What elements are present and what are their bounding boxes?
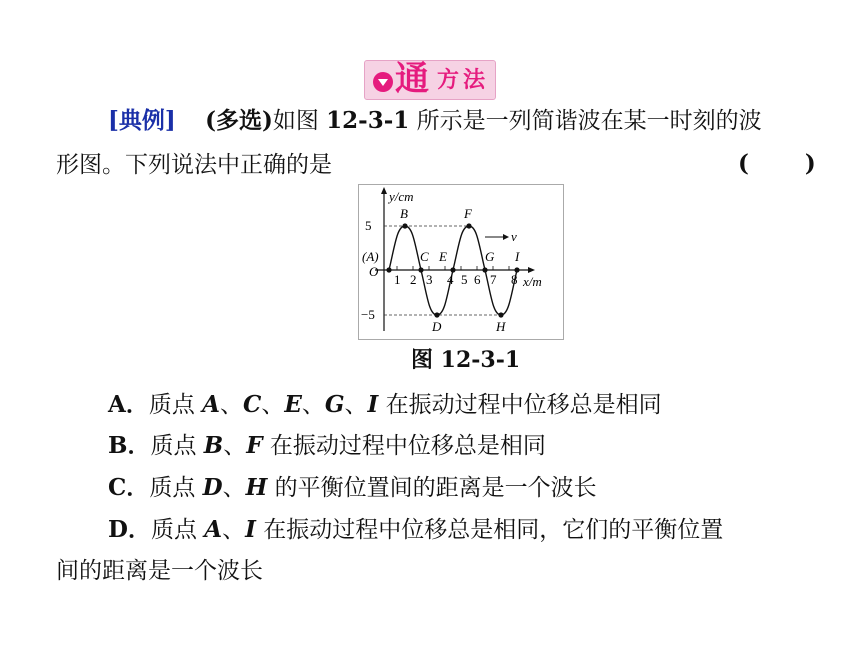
x-tick-3: 3 <box>426 272 433 287</box>
label-d: D <box>432 319 442 334</box>
badge-big-char: 通 <box>395 59 429 99</box>
point-c <box>418 267 423 272</box>
velocity-arrow-head <box>503 234 509 240</box>
point-f <box>466 223 471 228</box>
option-b: B．质点 B、F 在振动过程中位移总是相同 <box>108 432 546 459</box>
option-d: D．质点 A、I 在振动过程中位移总是相同，它们的平衡位置 <box>108 516 724 543</box>
label-g: G <box>485 249 495 264</box>
label-a: (A) <box>362 249 379 264</box>
x-axis-arrow <box>528 267 535 273</box>
multi-select-note: (多选) <box>205 107 273 134</box>
badge-small-text: 方法 <box>437 68 490 93</box>
option-c: C．质点 D、H 的平衡位置间的距离是一个波长 <box>108 474 597 501</box>
answer-bracket: ( ) <box>738 150 816 177</box>
y-axis-arrow <box>381 187 387 194</box>
x-tick-5: 5 <box>461 272 468 287</box>
example-tag: [典例] <box>108 107 176 134</box>
option-d-continued: 间的距离是一个波长 <box>56 558 263 584</box>
point-b <box>402 223 407 228</box>
point-g <box>482 267 487 272</box>
figure-caption: 图 12-3-1 <box>411 347 521 373</box>
option-a: A．质点 A、C、E、G、I 在振动过程中位移总是相同 <box>108 391 662 418</box>
figure-ref: 12-3-1 <box>326 107 410 134</box>
label-h: H <box>496 319 506 334</box>
x-tick-4: 4 <box>447 272 454 287</box>
x-tick-1: 1 <box>394 272 401 287</box>
x-tick-8: 8 <box>511 272 518 287</box>
label-c: C <box>420 249 429 264</box>
section-badge <box>364 60 496 100</box>
x-axis-label: x/m <box>523 274 542 289</box>
label-e: E <box>439 249 447 264</box>
x-tick-6: 6 <box>474 272 481 287</box>
point-h <box>498 312 503 317</box>
down-arrow-icon <box>373 72 393 92</box>
wave-figure <box>358 184 564 340</box>
point-d <box>434 312 439 317</box>
x-tick-2: 2 <box>410 272 417 287</box>
origin-label: O <box>369 264 379 279</box>
y-axis-label: y/cm <box>389 189 414 204</box>
wave-graph <box>359 185 563 339</box>
y-tick-neg5: −5 <box>361 307 375 322</box>
label-f: F <box>464 206 472 221</box>
x-tick-7: 7 <box>490 272 497 287</box>
velocity-label: v <box>511 229 517 244</box>
label-i: I <box>515 249 520 264</box>
y-tick-5: 5 <box>365 218 372 233</box>
label-b: B <box>400 206 408 221</box>
question-line-1: [典例] (多选)如图 12-3-1 所示是一列简谐波在某一时刻的波 <box>108 107 762 134</box>
point-a <box>386 267 391 272</box>
question-line-2: 形图。下列说法中正确的是 <box>56 152 332 178</box>
